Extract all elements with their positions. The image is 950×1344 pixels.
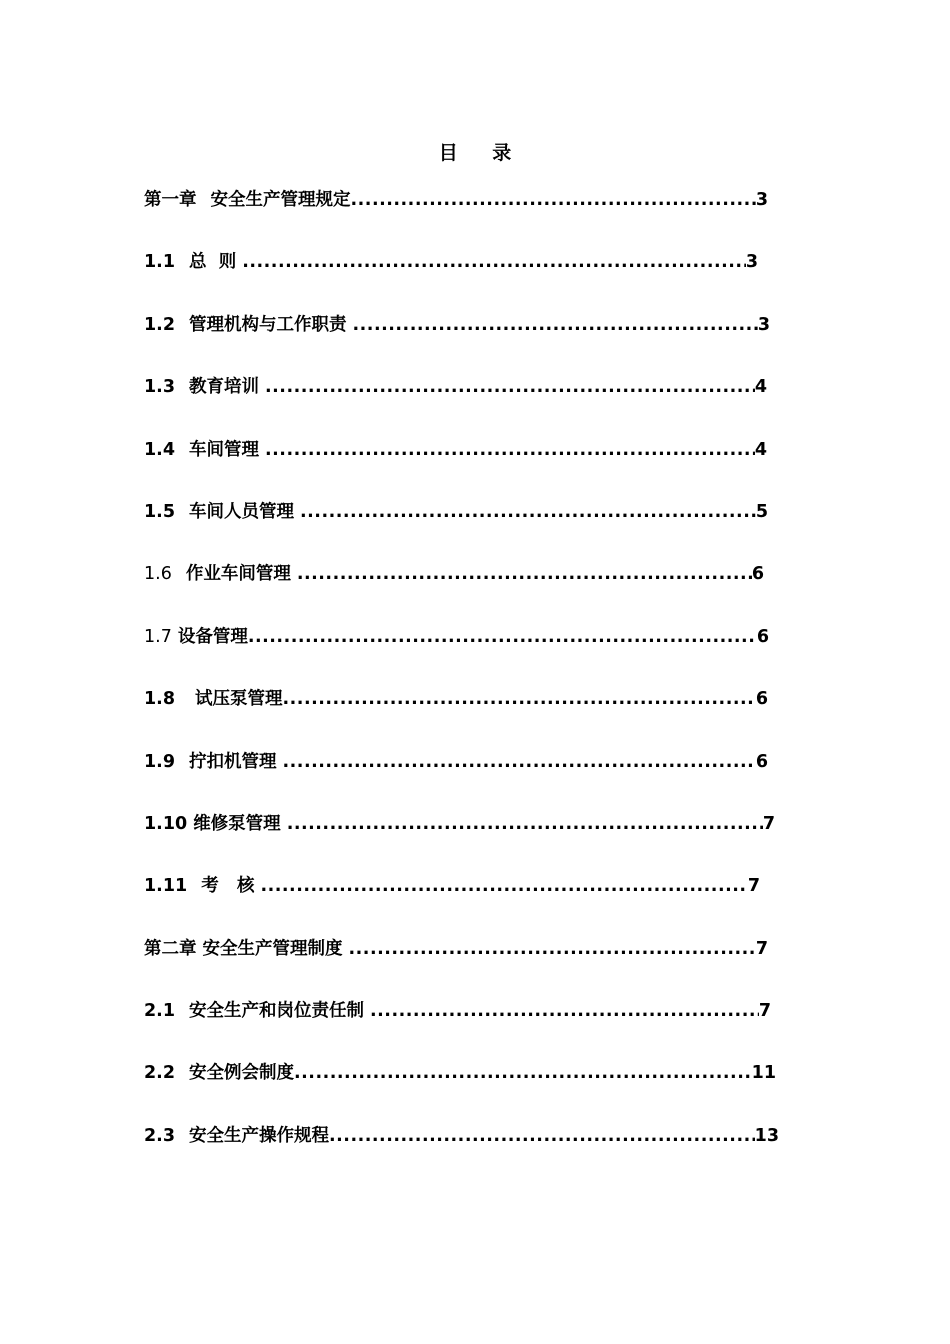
toc-entry-page: 7 bbox=[755, 938, 768, 959]
toc-entry-number: 1.10 bbox=[144, 813, 188, 834]
toc-entry-number: 1.9 bbox=[144, 751, 176, 772]
toc-dot-leader bbox=[265, 367, 755, 407]
toc-entry-number: 第二章 bbox=[144, 938, 197, 959]
toc-entry-title: 试压泵管理 bbox=[195, 689, 283, 710]
toc-entry-title: 总 则 bbox=[189, 252, 237, 273]
toc-entry-1-6[interactable] bbox=[144, 554, 784, 616]
toc-entry-title: 设备管理 bbox=[177, 626, 248, 647]
toc-dot-leader bbox=[265, 430, 755, 470]
toc-entry-1-10[interactable] bbox=[144, 804, 784, 866]
toc-entry-page: 3 bbox=[757, 314, 770, 335]
toc-dot-leader bbox=[283, 742, 756, 782]
toc-entry-number: 1.5 bbox=[144, 501, 176, 522]
toc-entry-page: 4 bbox=[754, 439, 767, 460]
toc-entry-title: 安全生产和岗位责任制 bbox=[189, 1001, 365, 1022]
toc-entry-number: 2.1 bbox=[144, 1001, 176, 1022]
toc-entry-1-4[interactable] bbox=[144, 430, 784, 492]
toc-entry-number: 2.2 bbox=[144, 1063, 176, 1084]
toc-entry-chapter-2[interactable] bbox=[144, 929, 784, 991]
toc-entry-page: 4 bbox=[754, 377, 767, 398]
toc-entry-title: 安全例会制度 bbox=[189, 1063, 295, 1084]
toc-dot-leader bbox=[349, 929, 756, 969]
toc-entry-2-3[interactable] bbox=[144, 1116, 784, 1178]
toc-entry-2-2[interactable] bbox=[144, 1053, 784, 1115]
toc-dot-leader bbox=[283, 679, 756, 719]
toc-list bbox=[144, 180, 784, 1178]
toc-entry-number: 1.11 bbox=[144, 876, 188, 897]
toc-entry-1-7[interactable] bbox=[144, 617, 784, 679]
toc-entry-1-3[interactable] bbox=[144, 367, 784, 429]
toc-entry-number: 1.1 bbox=[144, 252, 176, 273]
toc-entry-number: 1.6 bbox=[144, 564, 172, 585]
toc-entry-number: 2.3 bbox=[144, 1125, 176, 1146]
toc-entry-page: 7 bbox=[758, 1001, 771, 1022]
toc-entry-title: 车间人员管理 bbox=[189, 501, 295, 522]
toc-entry-2-1[interactable] bbox=[144, 991, 784, 1053]
toc-entry-page: 3 bbox=[755, 190, 768, 210]
toc-entry-page: 6 bbox=[756, 626, 769, 647]
toc-dot-leader bbox=[297, 554, 752, 594]
toc-entry-1-2[interactable] bbox=[144, 305, 784, 367]
toc-entry-number: 第一章 bbox=[144, 190, 197, 210]
toc-entry-title: 安全生产管理规定 bbox=[210, 190, 351, 210]
toc-entry-page: 6 bbox=[755, 689, 768, 710]
toc-entry-number: 1.3 bbox=[144, 377, 176, 398]
toc-dot-leader bbox=[370, 991, 759, 1031]
toc-title: 目 录 bbox=[438, 142, 526, 164]
toc-entry-page: 3 bbox=[745, 252, 758, 273]
toc-entry-page: 7 bbox=[747, 876, 760, 897]
toc-entry-number: 1.4 bbox=[144, 439, 176, 460]
toc-entry-title: 作业车间管理 bbox=[185, 564, 291, 585]
toc-dot-leader bbox=[248, 617, 757, 657]
toc-entry-page: 6 bbox=[755, 751, 768, 772]
toc-entry-title: 拧扣机管理 bbox=[189, 751, 277, 772]
toc-entry-title: 维修泵管理 bbox=[193, 813, 281, 834]
toc-entry-1-9[interactable] bbox=[144, 742, 784, 804]
toc-entry-page: 7 bbox=[762, 813, 775, 834]
toc-entry-title: 管理机构与工作职责 bbox=[189, 314, 347, 335]
toc-dot-leader bbox=[260, 866, 747, 906]
toc-entry-number: 1.2 bbox=[144, 314, 176, 335]
toc-dot-leader bbox=[242, 242, 746, 282]
toc-dot-leader bbox=[287, 804, 763, 844]
toc-entry-title: 安全生产管理制度 bbox=[202, 938, 343, 959]
toc-entry-title: 安全生产操作规程 bbox=[189, 1125, 330, 1146]
toc-entry-1-5[interactable] bbox=[144, 492, 784, 554]
toc-entry-title: 车间管理 bbox=[189, 439, 260, 460]
toc-dot-leader bbox=[329, 1116, 755, 1156]
toc-dot-leader bbox=[351, 180, 756, 220]
toc-dot-leader bbox=[294, 1053, 752, 1093]
toc-entry-number: 1.7 bbox=[144, 626, 172, 647]
toc-entry-page: 11 bbox=[751, 1063, 776, 1084]
toc-entry-1-8[interactable] bbox=[144, 679, 784, 741]
toc-entry-title: 教育培训 bbox=[189, 377, 260, 398]
toc-entry-page: 13 bbox=[754, 1125, 779, 1146]
toc-dot-leader bbox=[300, 492, 756, 532]
toc-entry-1-1[interactable] bbox=[144, 242, 784, 304]
toc-entry-chapter-1[interactable] bbox=[144, 180, 784, 242]
toc-entry-page: 6 bbox=[751, 564, 764, 585]
toc-entry-1-11[interactable] bbox=[144, 866, 784, 928]
toc-entry-title: 考 核 bbox=[201, 876, 255, 897]
toc-dot-leader bbox=[353, 305, 758, 345]
toc-entry-number: 1.8 bbox=[144, 689, 176, 710]
toc-entry-page: 5 bbox=[755, 501, 768, 522]
